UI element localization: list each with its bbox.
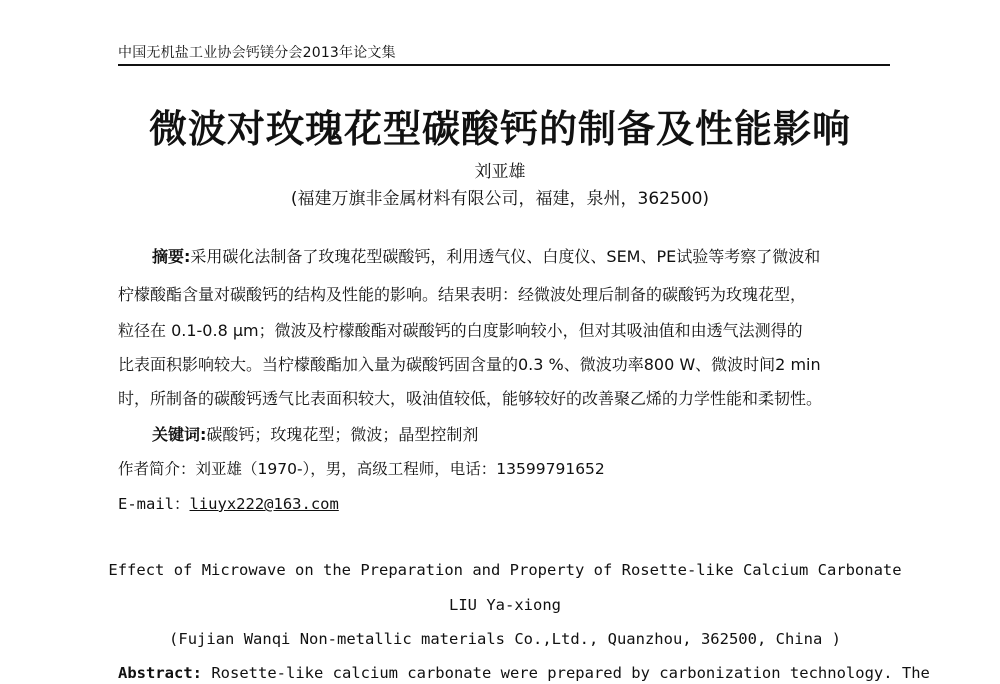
abstract-cn-line-2: 柠檬酸酯含量对碳酸钙的结构及性能的影响。结果表明：经微波处理后制备的碳酸钙为玫瑰花型， [118,285,807,304]
running-header: 中国无机盐工业协会钙镁分会2013年论文集 [118,45,396,61]
keywords-cn [152,422,890,445]
author-name: 刘亚雄 [474,162,526,182]
abstract-cn-text-1: 采用碳化法制备了玫瑰花型碳酸钙，利用透气仪、白度仪、SEM、PE试验等考察了微波和 [190,247,821,266]
english-abstract-label: Abstract: [118,664,202,682]
abstract-cn-line-4: 比表面积影响较大。当柠檬酸酯加入量为碳酸钙固含量的0.3 %、微波功率800 W、微波时间2 min [118,355,821,374]
english-abstract-text: Rosette-like calcium carbonate were prepared by carbonization technology. The [211,664,930,682]
abstract-cn-line-5: 时，所制备的碳酸钙透气比表面积较大，吸油值较低，能够较好的改善聚乙烯的力学性能和柔韧性。 [118,389,823,408]
keywords-cn-label: 关键词: [152,425,207,444]
abstract-cn-label: 摘要: [152,247,191,266]
author-bio-label: 作者简介： [118,460,196,478]
author-bio-text: 刘亚雄（1970-），男，高级工程师，电话：13599791652 [195,460,605,478]
paper-title: 微波对玫瑰花型碳酸钙的制备及性能影响 [148,107,851,151]
english-affiliation: (Fujian Wanqi Non-metallic materials Co.,Ltd., Quanzhou, 362500, China ) [169,630,841,648]
author-affiliation: (福建万旗非金属材料有限公司，福建，泉州，362500) [290,189,710,209]
keywords-cn-text: 碳酸钙；玫瑰花型；微波；晶型控制剂 [206,425,479,444]
english-author: LIU Ya-xiong [449,596,561,614]
abstract-cn-line-1 [152,244,890,267]
abstract-cn-line-3: 粒径在 0.1-0.8 μm；微波及柠檬酸酯对碳酸钙的白度影响较小，但对其吸油值和由透气法测得的 [118,321,803,340]
english-title: Effect of Microwave on the Preparation and Property of Rosette-like Calcium Carbonate [108,561,902,579]
english-abstract-line-1 [118,664,930,682]
header-rule [118,64,890,66]
email-link[interactable]: liuyx222@163.com [189,495,339,513]
email-line [118,492,890,514]
email-label: E-mail： [118,495,190,513]
author-bio [118,457,890,479]
